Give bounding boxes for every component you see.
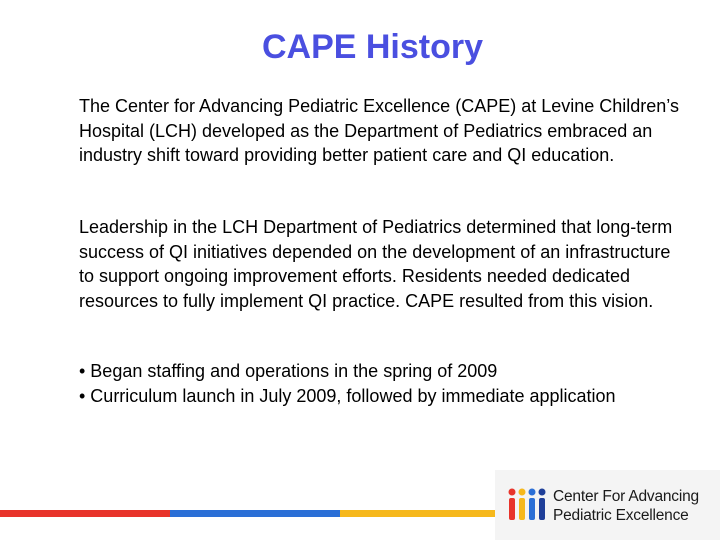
footer-stripe-red bbox=[0, 510, 170, 517]
bullet-list bbox=[79, 359, 679, 408]
people-figures-icon bbox=[507, 486, 547, 526]
logo-text bbox=[553, 487, 699, 525]
slide-title: CAPE History bbox=[261, 28, 484, 66]
footer-stripe-blue bbox=[170, 510, 340, 517]
logo-line-1: Center For Advancing bbox=[553, 488, 699, 505]
history-paragraph-2: Leadership in the LCH Department of Pediatrics determined that long-term success of QI initiatives depended on the development of an infrastructure to support ongoing improvement efforts. Residents needed dedicated resources to fully implement QI practice. CAPE resulted from this vision. bbox=[79, 217, 673, 311]
logo-line-2: Pediatric Excellence bbox=[553, 507, 689, 524]
bullet-item: • Curriculum launch in July 2009, followed by immediate application bbox=[79, 385, 616, 406]
footer-stripe-yellow bbox=[340, 510, 495, 517]
history-paragraph-1: The Center for Advancing Pediatric Excellence (CAPE) at Levine Children’s Hospital (LCH) developed as the Department of Pediatrics embraced an industry shift toward providing better patient care and QI education. bbox=[79, 96, 679, 165]
cape-logo bbox=[495, 470, 720, 540]
bullet-item: • Began staffing and operations in the spring of 2009 bbox=[79, 361, 498, 381]
